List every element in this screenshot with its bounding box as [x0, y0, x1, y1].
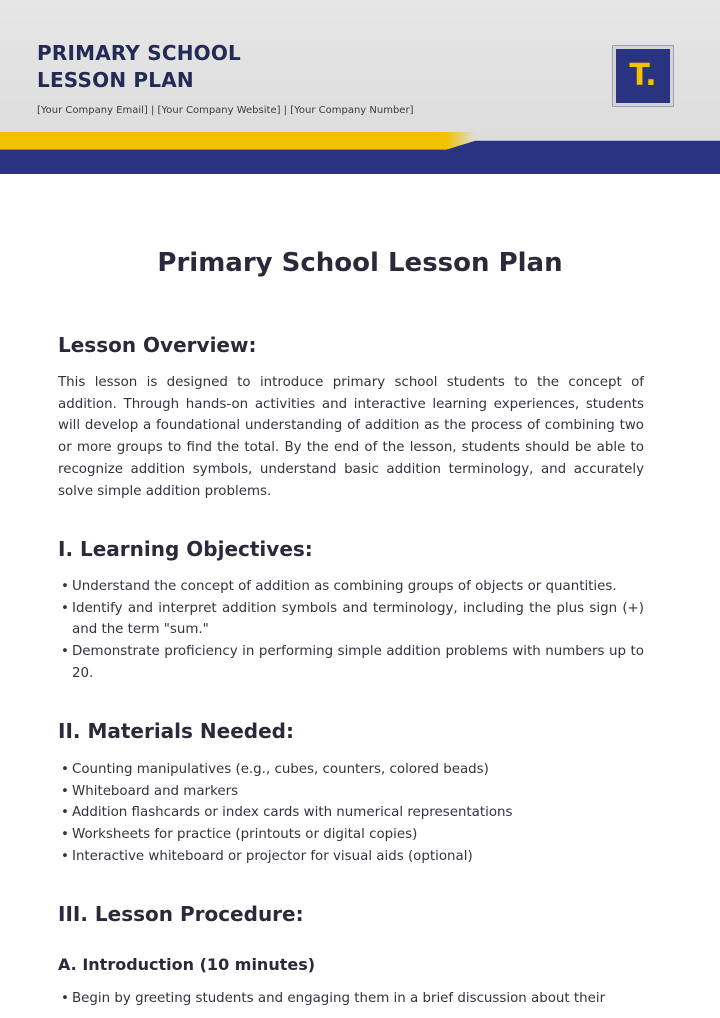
list-item: • Begin by greeting students and engaging them in a brief discussion about their [58, 988, 644, 1010]
list-item: • Demonstrate proficiency in performing simple addition problems with numbers up to 20. [58, 641, 644, 684]
subheading-introduction: A. Introduction (10 minutes) [58, 955, 316, 974]
materials-list [58, 759, 644, 868]
list-item: • Worksheets for practice (printouts or digital copies) [58, 824, 644, 846]
list-item: • Identify and interpret addition symbols and terminology, including the plus sign (+) and the term "sum." [58, 598, 644, 641]
introduction-list [58, 988, 644, 1010]
objectives-list [58, 576, 644, 685]
header-title [37, 40, 357, 94]
logo-letter: T. [629, 58, 657, 93]
list-item: • Counting manipulatives (e.g., cubes, counters, colored beads) [58, 759, 644, 781]
list-item: • Interactive whiteboard or projector for visual aids (optional) [58, 846, 644, 868]
company-logo [613, 46, 673, 106]
list-item: • Understand the concept of addition as combining groups of objects or quantities. [58, 576, 644, 598]
document-header [0, 0, 720, 152]
header-title-line-2: LESSON PLAN [37, 68, 194, 92]
list-item: • Whiteboard and markers [58, 781, 644, 803]
list-item: • Addition flashcards or index cards with numerical representations [58, 802, 644, 824]
header-title-line-1: PRIMARY SCHOOL [37, 41, 242, 65]
section-heading-overview: Lesson Overview: [58, 333, 257, 357]
header-accent-navy [0, 150, 720, 174]
header-contact-info: [Your Company Email] | [Your Company Website] | [Your Company Number] [37, 105, 414, 116]
section-heading-objectives: I. Learning Objectives: [58, 537, 313, 561]
section-heading-materials: II. Materials Needed: [58, 719, 294, 743]
overview-paragraph: This lesson is designed to introduce primary school students to the concept of addition. Through hands-on activities and interactive learning experiences, students will develop a foundational understanding of addition as the process of combining two or more groups to find the total. By the end of the lesson, students should be able to recognize addition symbols, understand basic addition terminology, and accurately solve simple addition problems. [58, 375, 644, 499]
document-title: Primary School Lesson Plan [157, 248, 563, 278]
section-heading-procedure: III. Lesson Procedure: [58, 902, 304, 926]
